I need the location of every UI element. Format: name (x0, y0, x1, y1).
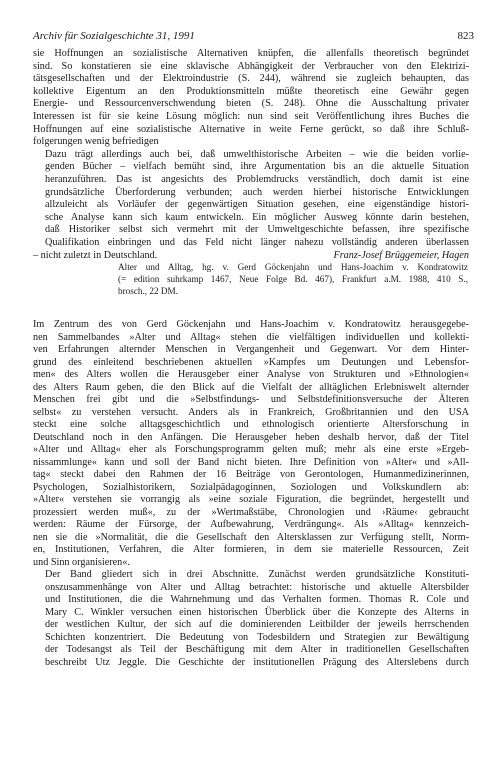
text-line: nen Sammelbandes »Alter und Alltag« stehen die vielfältigen individuellen und kollekti- (33, 331, 469, 343)
text-line: Der Band gliedert sich in drei Abschnitte. Zunächst werden grundsätzliche Konstituti- (45, 569, 469, 580)
text-line: onszusammenhänge von Alter und Alltag betrachtet: historische und aktuelle Altersbilder (45, 581, 469, 593)
text-line: grundsätzliche Überforderung verbunden; auch werden hierbei historische Entwicklungen (45, 186, 469, 198)
text-line: Energie- und Ressourcenverschwendung bieten (S. 248). Ohne die Ausschaltung privater (33, 98, 469, 110)
text-line: »Alter« verstehen sie vorrangig als »eine soziale Figuration, die begründet, hergestellt und (33, 494, 469, 505)
text-line: Schichten konzentriert. Die Bedeutung von Todesbildern und Strategien zur Bewältigung (45, 631, 469, 643)
book-reference (118, 261, 468, 298)
text-line: – nicht zuletzt in Deutschland. (33, 249, 158, 261)
text-line: Dazu trägt allerdings auch bei, daß umwelthistorische Arbeiten – wie die beiden vorlie- (45, 148, 469, 160)
text-line: daß Historiker selbst sich vermehrt mit der Umweltgeschichte befassen, ihre spezifische (45, 224, 469, 236)
text-line: Im Zentrum des von Gerd Göckenjahn und Hans-Joachim v. Kondratowitz herausgegebe- (33, 319, 469, 330)
text-line: steckt eine solche alltagsgeschichtlich und ethnologisch orientierte Altersforschung in (33, 419, 469, 430)
text-line: werden: Räume der Fürsorge, der Aufbewahrung, Verdrängung«. Als »Alltag« kennzeich- (33, 519, 469, 530)
text-line: nen sie die »Normalität, die die Gesellschaft den Altersklassen zur Verfügung stellt, Norm- (33, 531, 469, 543)
review-1-paragraph-2 (33, 149, 469, 250)
text-line: des Alters Raum geben, die den Blick auf die Vielfalt der alltäglichen Erlebniswelt alternder (33, 381, 469, 393)
text-line: Psychologen, Sozialhistorikern, Sozialpädagoginnen, Soziologen und Volkskundlern ab: (33, 481, 469, 493)
text-line: grund des einleitend beschriebenen aktuellen »Kampfes um Deutungen und Lebensfor- (33, 356, 469, 368)
text-line: men« des Alters wollen die Herausgeber einer Analyse von Strukturen und »Ethnologien« (33, 369, 469, 380)
text-line: heranzuführen. Das ist angesichts des Problemdrucks verständlich, doch damit ist eine (45, 173, 469, 185)
text-line: und Institutionen, die die Wahrnehmung und das Verhalten formen. Thomas R. Cole und (45, 594, 469, 605)
reference-line: Alter und Alltag, hg. v. Gerd Göckenjahn und Hans-Joachim v. Kondratowitz (118, 262, 468, 272)
text-line: selbst« zu verstehen versucht. Anders als in Frankreich, Großbritannien und den USA (33, 406, 469, 418)
text-line: Menschen frei gibt und die »Selbstfindungs- und Selbstdefinitionsversuche der Älteren (33, 394, 469, 405)
text-line: sie Hoffnungen an sozialistische Alternativen knüpfen, die allenfalls theoretisch begründet (33, 48, 469, 59)
text-line: en, Institutionen, Verfahren, die Alter formieren, in dem sie materielle Ressourcen, Zeit (33, 544, 469, 555)
text-line: genden Bücher – vielfach bemüht sind, ihre Argumentation bis an die aktuelle Situation (45, 161, 469, 173)
text-line: Qualifikation einbringen und das Feld nicht länger nahezu vollständig anderen überlassen (45, 236, 469, 248)
text-line: »Alter und Alltag« eher als Forschungsprogramm gelten muß; mehr als eine erste »Ergeb- (33, 444, 469, 455)
review-1-text (33, 48, 469, 262)
running-header (33, 30, 474, 42)
review-2-paragraph-2 (33, 569, 469, 669)
text-line: sche Analyse kann sich kaum entwickeln. Ein möglicher Ausweg könnte darin bestehen, (45, 211, 469, 223)
text-line: allzuleicht als Vorläufer der gegenwärtigen Situation gesehen, eine eigenständige histori- (45, 199, 469, 211)
text-line: der westlichen Kultur, der sich auf die dominierenden Leitbilder der jeweils herrschenden (45, 619, 469, 630)
review-2-paragraph-1 (33, 319, 469, 569)
text-line: prozessiert werden muß«, zu der »Wertmaßstäbe, Chronologien und ›Räume‹ gebraucht (33, 506, 469, 518)
journal-title: Archiv für Sozialgeschichte 31, 1991 (33, 30, 195, 42)
text-line: sind. So konstatieren sie eine sklavische Abhängigkeit der Verbraucher von den Elektrizi- (33, 60, 469, 72)
reference-line: brosch., 22 DM. (118, 286, 178, 297)
text-line: der Todesangst als Teil der Beschäftigung mit dem Alter in traditionellen Gesellschaften (45, 644, 469, 655)
text-line: nissammlunge« kann und soll der Band nicht bieten. Ihre Definition von »Alter« und »All- (33, 456, 469, 468)
text-line: folgerungen wenig befriedigen (33, 136, 159, 148)
text-line: ven Erfahrungen alternder Menschen in Vergangenheit und Gegenwart. Vor dem Hinter- (33, 344, 469, 355)
text-line: tätsgesellschaften und der Elektroindustrie (S. 244), während sie zugleich behaupten, das (33, 73, 469, 85)
text-line: kollektive Eigentum an den Produktionsmitteln müßte theoretisch eine Gewähr gegen (33, 85, 469, 97)
page-number: 823 (457, 30, 474, 42)
text-line: Deutschland noch in den Anfängen. Die Herausgeber heben deshalb hervor, daß der Titel (33, 431, 469, 443)
review-1-paragraph-1 (33, 48, 469, 149)
text-line: beschreibt Utz Jeggle. Die Geschichte der institutionellen Prägung des Alterslebens durch (45, 656, 469, 668)
reviewer-signature: Franz-Josef Brüggemeier, Hagen (333, 249, 469, 261)
text-line: Hoffnungen auf eine sozialistische Alternative in weite Ferne gerückt, so daß ihre Schluß- (33, 123, 469, 135)
text-line: tag« steckt dabei den Rahmen der 16 Beiträge von Gerontologen, Humanmedizinerinnen, (33, 469, 469, 480)
reference-line: (= edition suhrkamp 1467, Neue Folge Bd. 467), Frankfurt a.M. 1988, 410 S., (118, 274, 468, 285)
text-line: und Sinn organisieren«. (33, 556, 130, 568)
text-line: Mary C. Winkler versuchen einen historischen Überblick über die Konzepte des Alterns in (45, 606, 469, 618)
review-2-text (33, 319, 469, 669)
text-line: Interessen ist für sie keine Lösung möglich: nun sind seit Veröffentlichung ihres Buches die (33, 110, 469, 122)
